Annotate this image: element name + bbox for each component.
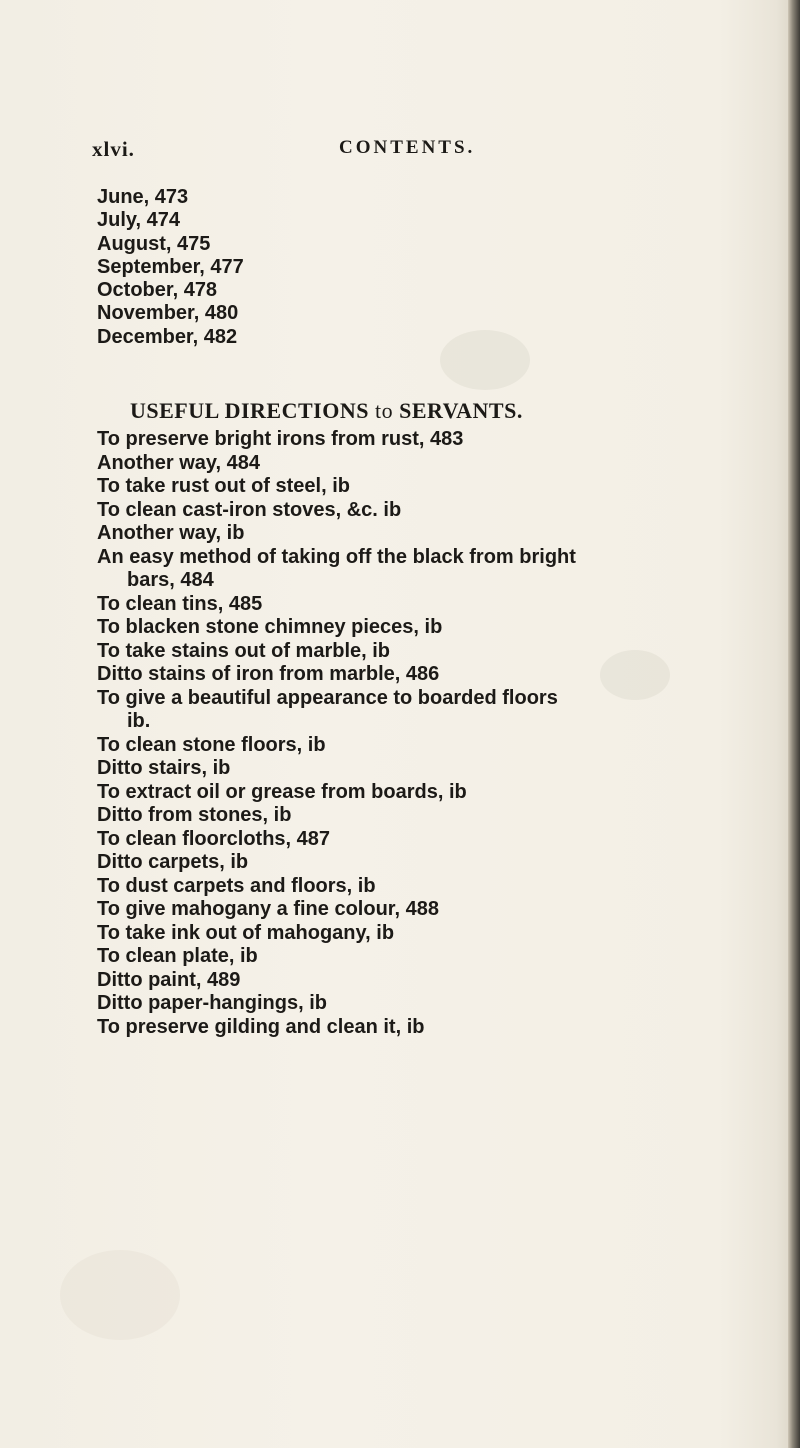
month-entry: July, 474 [97, 209, 181, 232]
direction-entry: Ditto stairs, ib [97, 757, 231, 779]
direction-entry: To clean floorcloths, 487 [97, 827, 331, 850]
direction-entry: Ditto stains of iron from marble, 486 [97, 663, 440, 685]
direction-entry: To give a beautiful appearance to boarded floors [97, 686, 558, 709]
direction-entry-continuation: ib. [127, 710, 151, 732]
direction-entry: An easy method of taking off the black from bright [97, 545, 576, 568]
month-entry: June, 473 [97, 186, 189, 208]
direction-entry: To take rust out of steel, ib [97, 475, 350, 497]
direction-entry: Ditto from stones, ib [97, 804, 292, 826]
direction-entry: Another way, 484 [97, 451, 261, 474]
month-list [97, 186, 777, 349]
direction-entry: To give mahogany a fine colour, 488 [97, 898, 439, 920]
section-heading [130, 398, 523, 424]
month-entry: November, 480 [97, 302, 239, 325]
section-heading-part2: SERVANTS. [399, 398, 523, 423]
section-heading-to: to [374, 398, 394, 423]
paper-stain [60, 1250, 180, 1340]
month-entry: October, 478 [97, 279, 218, 302]
page-header [92, 137, 692, 167]
direction-entry: To blacken stone chimney pieces, ib [97, 616, 443, 638]
running-head: CONTENTS. [339, 137, 476, 158]
month-entry: September, 477 [97, 255, 244, 278]
direction-entry-continuation: bars, 484 [127, 569, 214, 591]
page-number: xlvi. [92, 137, 135, 161]
direction-entry: To clean tins, 485 [97, 592, 263, 615]
direction-entry: To preserve gilding and clean it, ib [97, 1015, 425, 1038]
direction-entry: To take ink out of mahogany, ib [97, 921, 395, 944]
direction-entry: Another way, ib [97, 522, 245, 544]
page-edge-shadow [788, 0, 800, 1448]
direction-entry: To clean plate, ib [97, 945, 258, 967]
month-entry: August, 475 [97, 232, 211, 255]
month-entry: December, 482 [97, 325, 238, 348]
direction-entry: To preserve bright irons from rust, 483 [97, 428, 464, 450]
direction-entry: Ditto paper-hangings, ib [97, 992, 327, 1014]
direction-entry: To extract oil or grease from boards, ib [97, 780, 467, 803]
direction-entry: To clean stone floors, ib [97, 733, 326, 756]
direction-entry: To dust carpets and floors, ib [97, 874, 376, 897]
direction-entry: Ditto paint, 489 [97, 968, 241, 991]
directions-list [97, 428, 787, 1039]
direction-entry: To take stains out of marble, ib [97, 639, 391, 662]
direction-entry: To clean cast-iron stoves, &c. ib [97, 498, 402, 521]
section-heading-part1: USEFUL DIRECTIONS [130, 398, 369, 423]
direction-entry: Ditto carpets, ib [97, 851, 249, 873]
